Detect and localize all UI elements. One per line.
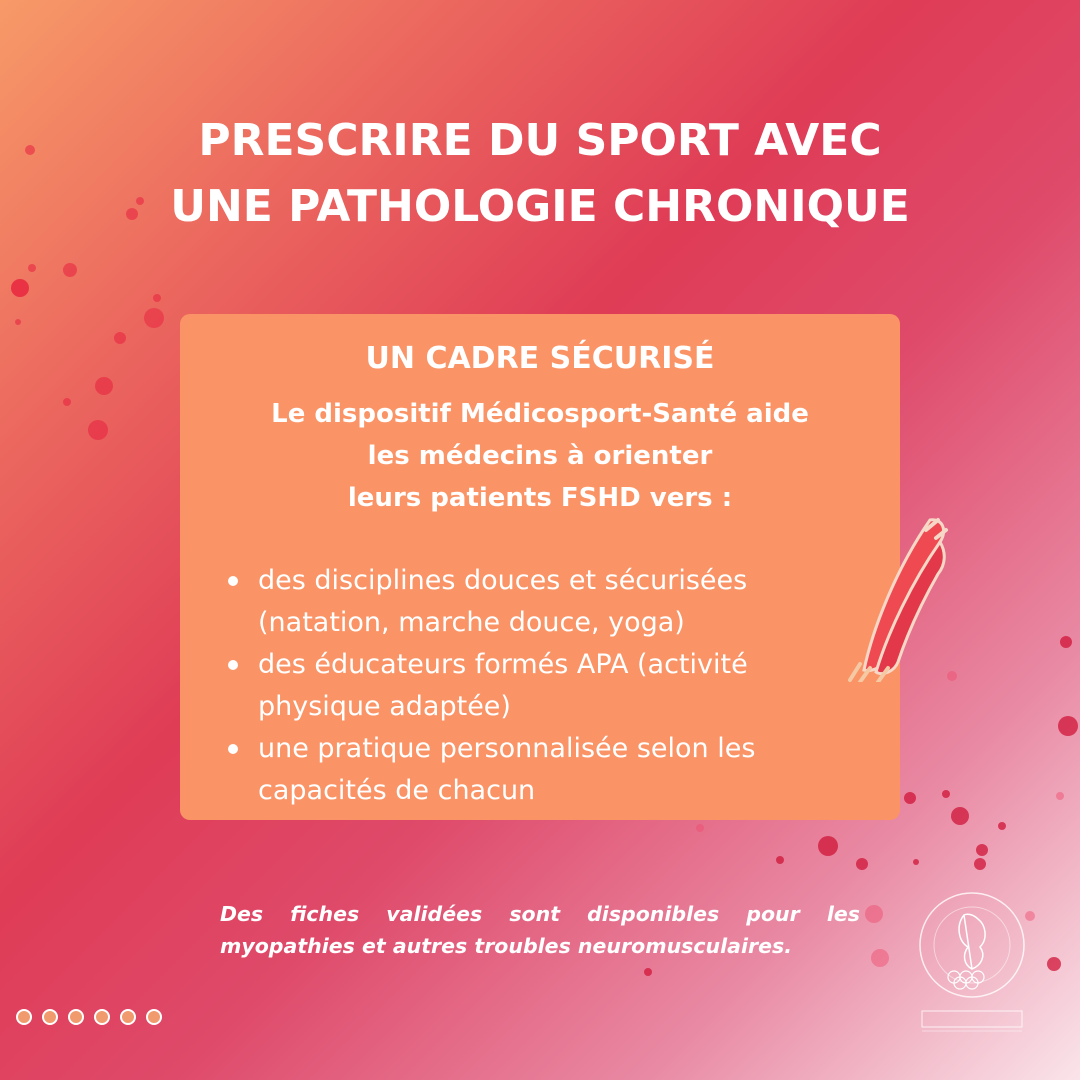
pager-dot[interactable] xyxy=(16,1009,32,1025)
bullet-item xyxy=(228,644,848,728)
bullet-line: des disciplines douces et sécurisées xyxy=(258,565,748,596)
cdos-loiret-logo xyxy=(912,885,1034,1055)
bullet-line: (natation, marche douce, yoga) xyxy=(258,607,685,638)
pager[interactable] xyxy=(16,1009,162,1025)
muscle-icon xyxy=(842,512,952,682)
card-intro xyxy=(180,393,900,519)
page-title xyxy=(0,108,1080,240)
bullet-line: physique adaptée) xyxy=(258,691,511,722)
pager-dot[interactable] xyxy=(120,1009,136,1025)
card-intro-line: Le dispositif Médicosport-Santé aide xyxy=(271,399,809,429)
card-heading: UN CADRE SÉCURISÉ xyxy=(365,341,715,376)
footer-note xyxy=(220,898,860,962)
bullet-line: une pratique personnalisée selon les xyxy=(258,733,756,764)
footer-note-line: Des fiches validées sont disponibles pour les xyxy=(220,902,860,926)
pager-dot[interactable] xyxy=(42,1009,58,1025)
title-line-2: UNE PATHOLOGIE CHRONIQUE xyxy=(170,181,910,232)
card-intro-line: les médecins à orienter xyxy=(367,441,713,471)
bullet-dot-icon xyxy=(228,744,238,754)
title-line-1: PRESCRIRE DU SPORT AVEC xyxy=(198,115,882,166)
pager-dot[interactable] xyxy=(94,1009,110,1025)
bullet-dot-icon xyxy=(228,576,238,586)
footer-note-line: myopathies et autres troubles neuromusculaires. xyxy=(220,934,793,958)
pager-dot[interactable] xyxy=(146,1009,162,1025)
card-intro-line: leurs patients FSHD vers : xyxy=(347,483,733,513)
bullet-line: des éducateurs formés APA (activité xyxy=(258,649,748,680)
bullet-line: capacités de chacun xyxy=(258,775,536,806)
bullet-item xyxy=(228,728,848,812)
bullet-item xyxy=(228,560,848,644)
pager-dot[interactable] xyxy=(68,1009,84,1025)
bullet-dot-icon xyxy=(228,660,238,670)
bullet-list xyxy=(228,560,848,812)
